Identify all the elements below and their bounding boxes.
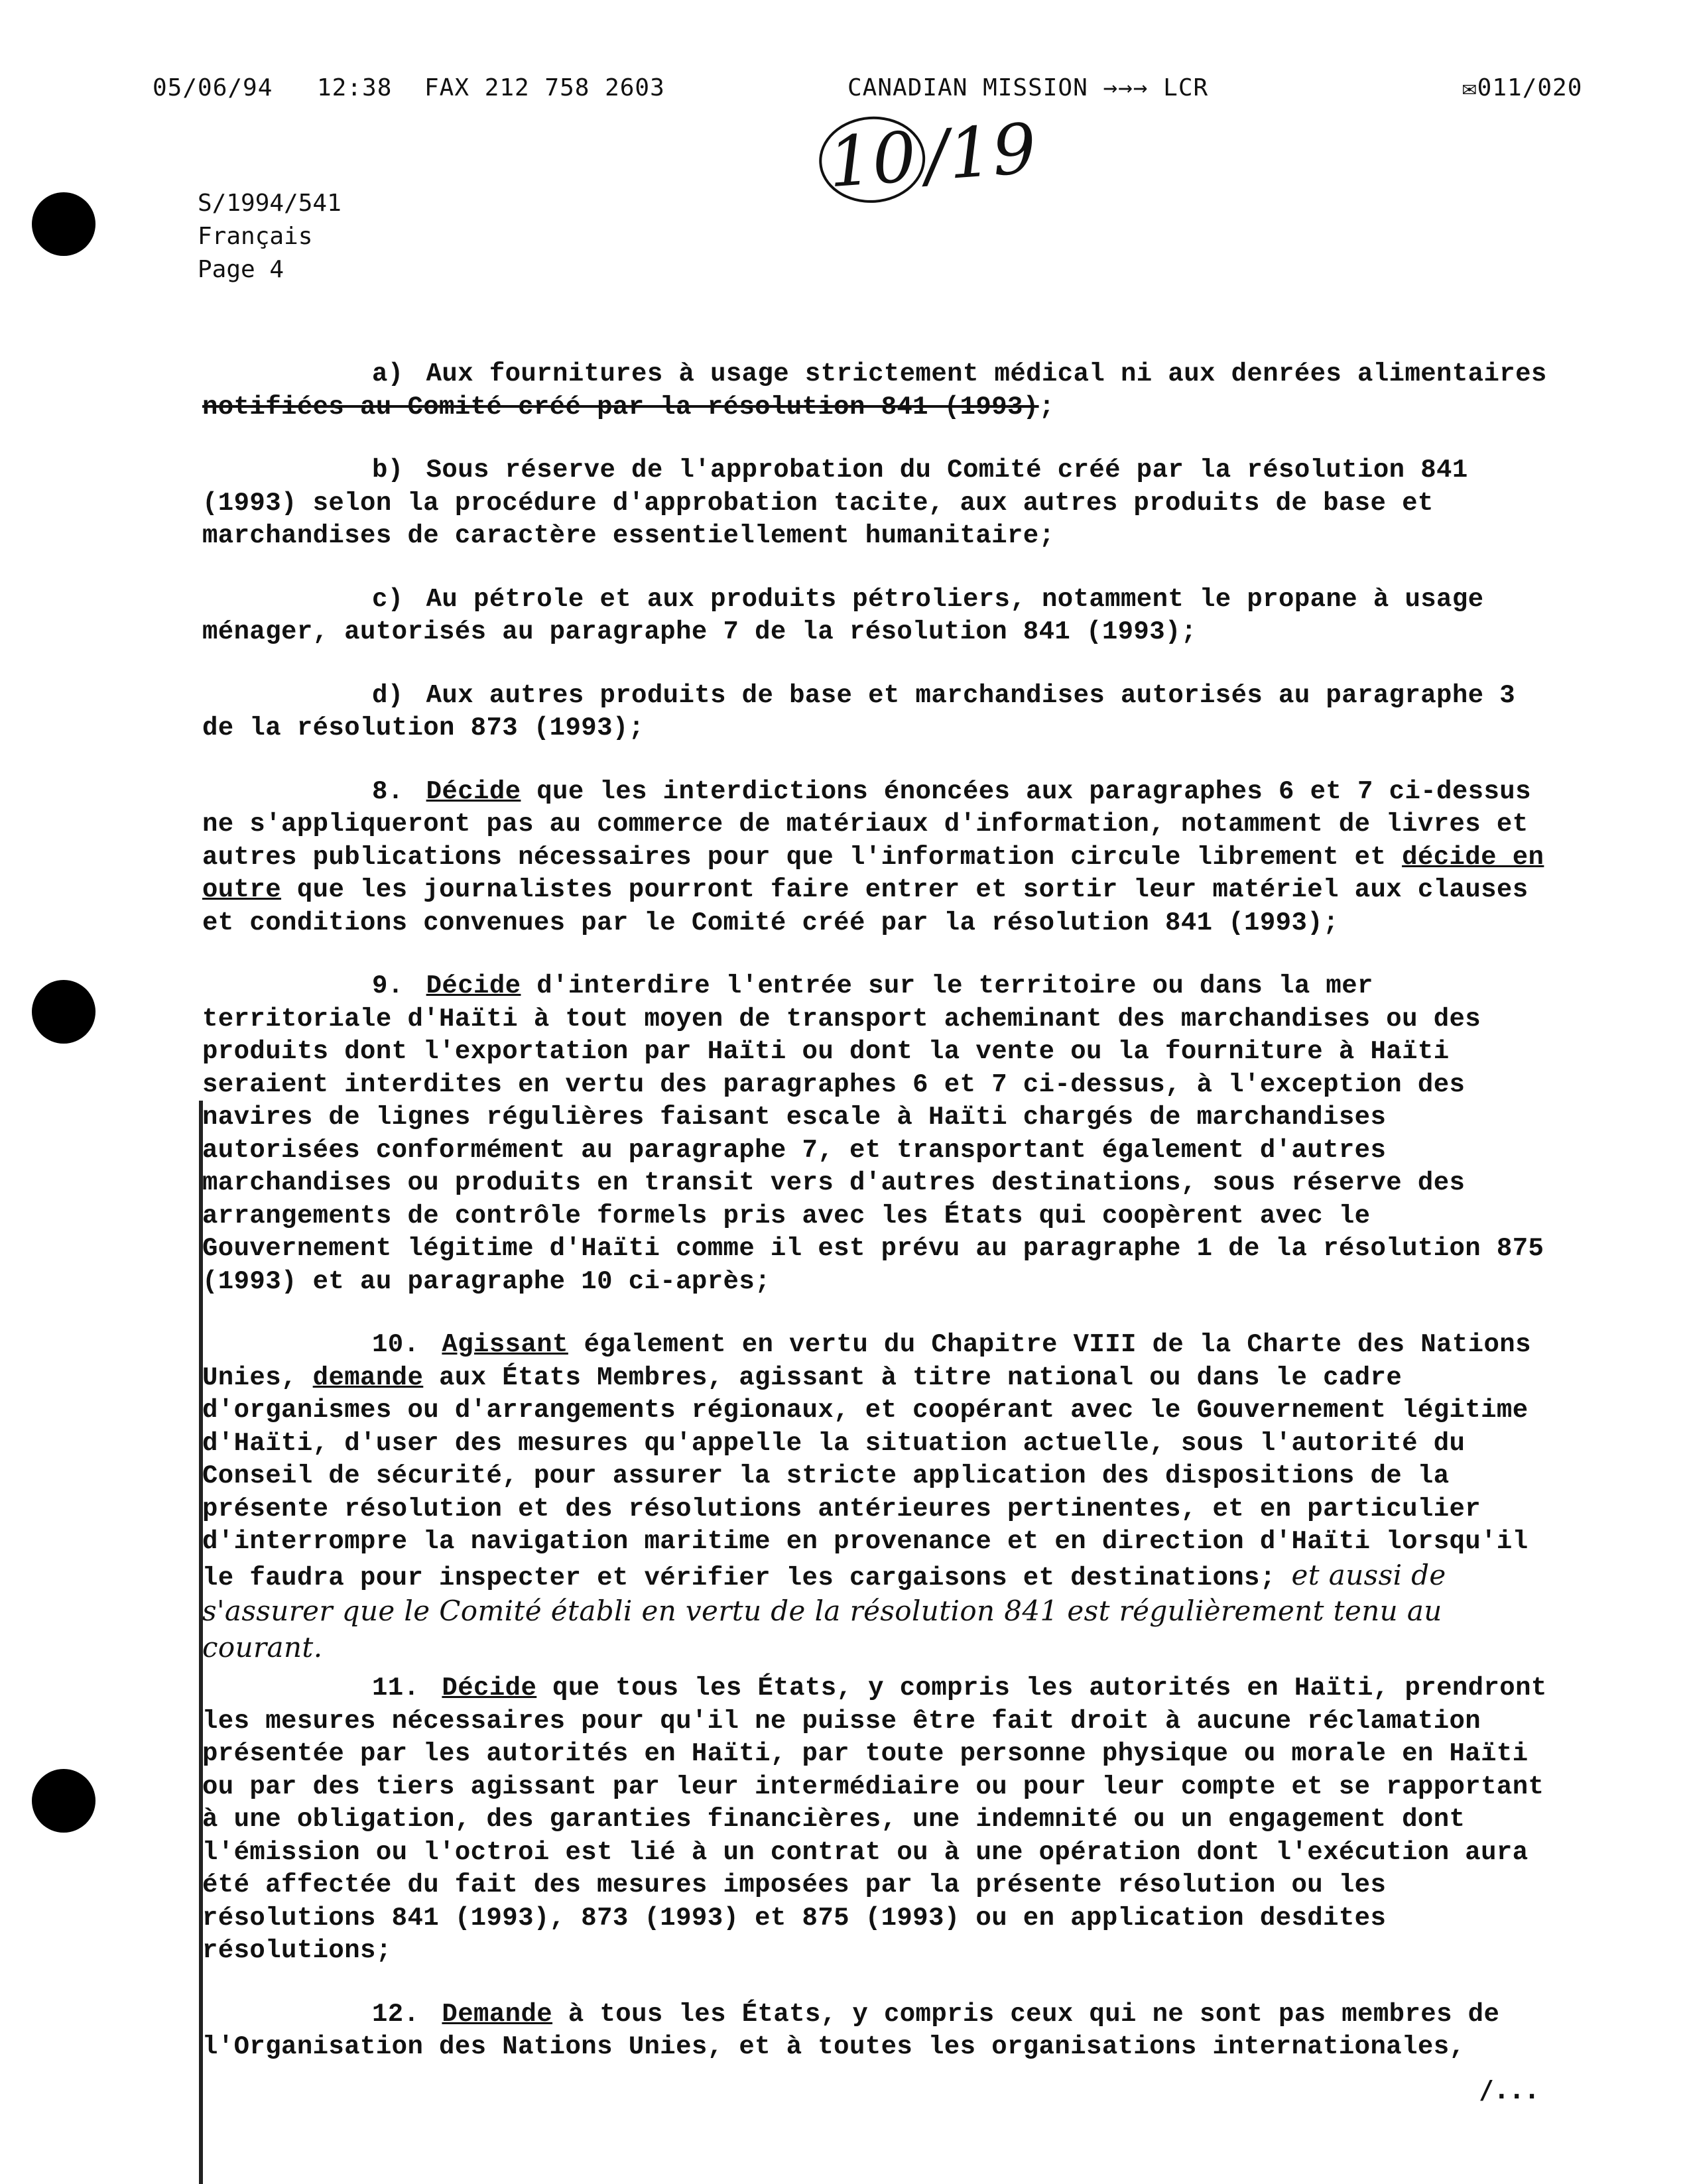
paragraph-c: [202, 583, 1548, 649]
document-symbol: S/1994/541: [198, 190, 342, 217]
punch-hole-icon: [32, 1769, 95, 1833]
paragraph-11: [202, 1672, 1548, 1968]
paragraph-number: 8.: [372, 776, 404, 806]
fax-route: CANADIAN MISSION →→→ LCR: [847, 74, 1209, 101]
paragraph-number: c): [372, 584, 404, 614]
paragraph-number: 10.: [372, 1330, 420, 1359]
operative-keyword: Agissant: [442, 1330, 568, 1359]
punch-hole-icon: [32, 192, 95, 256]
fax-time: 12:38: [317, 74, 393, 101]
paragraph-12: [202, 1998, 1548, 2064]
paragraph-number: 9.: [372, 971, 404, 1001]
paragraph-text-end: ;: [1038, 392, 1055, 422]
handwritten-page-current: 10: [816, 113, 928, 206]
handwritten-page-total: /19: [922, 107, 1039, 197]
document-language: Français: [198, 223, 313, 250]
paragraph-text: aux États Membres, agissant à titre national ou dans le cadre d'organismes ou d'arrangements régionaux, et coopérant avec le Gouvernement légitime d'Haïti, d'user des mesures qu'appelle la situation actuelle, sous l'autorité du Conseil de sécurité, pour assurer la stricte application des dispositions de la présente résolution et des résolutions antérieures pertinentes, et en particulier d'interrompre la navigation maritime en provenance et en direction d'Haïti lorsqu'il le faudra pour inspecter et vérifier les cargaisons et destinations;: [202, 1363, 1529, 1593]
fax-date: 05/06/94: [153, 74, 273, 101]
resolution-body: [202, 358, 1548, 2094]
paragraph-number: 12.: [372, 1999, 420, 2029]
paragraph-text: à tous les États, y compris ceux qui ne sont pas membres de l'Organisation des Nations Unies, et à toutes les organisations internationales,: [202, 1999, 1500, 2061]
operative-keyword: demande: [312, 1363, 424, 1392]
handwritten-page-number: [816, 105, 1039, 207]
operative-keyword: Demande: [442, 1999, 553, 2029]
paragraph-d: [202, 680, 1548, 745]
paragraph-number: a): [372, 359, 404, 389]
punch-hole-icon: [32, 980, 95, 1044]
document-reference: [198, 187, 342, 286]
paragraph-number: d): [372, 680, 404, 710]
paragraph-text: d'interdire l'entrée sur le territoire ou dans la mer territoriale d'Haïti à tout moyen de transport acheminant des marchandises ou des produits dont l'exportation par Haïti ou dont la vente ou la fourniture à Haïti seraient interdites en vertu des paragraphes 6 et 7 ci-dessus, à l'exception des navires de lignes régulières faisant escale à Haïti chargés de marchandises autorisées conformément au paragraphe 7, et transportant également d'autres marchandises ou produits en transit vers d'autres destinations, sous réserve des arrangements de contrôle formels pris avec les États qui coopèrent avec le Gouvernement légitime d'Haïti comme il est prévu au paragraphe 1 de la résolution 875 (1993) et au paragraphe 10 ci-après;: [202, 971, 1544, 1296]
paragraph-number: 11.: [372, 1673, 420, 1703]
operative-keyword: Décide: [426, 971, 521, 1001]
paragraph-10: [202, 1329, 1548, 1667]
paragraph-a: [202, 358, 1548, 424]
operative-keyword: Décide: [442, 1673, 537, 1703]
paragraph-text: que les journalistes pourront faire entrer et sortir leur matériel aux clauses et conditions convenues par le Comité créé par la résolution 841 (1993);: [202, 875, 1529, 938]
paragraph-text: que les interdictions énoncées aux paragraphes 6 et 7 ci-dessus ne s'appliqueront pas au commerce de matériaux d'information, notamment de livres et autres publications nécessaires pour que l'information circule librement et: [202, 776, 1531, 872]
fax-page-counter: ✉011/020: [1462, 74, 1583, 101]
paragraph-text: Aux autres produits de base et marchandises autorisés au paragraphe 3 de la résolution 873 (1993);: [202, 680, 1516, 743]
paragraph-8: [202, 776, 1548, 940]
operative-keyword: décide en outre: [202, 842, 1544, 904]
paragraph-text: Sous réserve de l'approbation du Comité créé par la résolution 841 (1993) selon la procédure d'approbation tacite, aux autres produits de base et marchandises de caractère essentiellement humanitaire;: [202, 455, 1468, 550]
paragraph-text: que tous les États, y compris les autorités en Haïti, prendront les mesures nécessaires pour qu'il ne puisse être fait droit à aucune réclamation présentée par les autorités en Haïti, par toute personne physique ou morale en Haïti ou par des tiers agissant par leur intermédiaire ou pour leur compte et se rapportant à une obligation, des garanties financières, une indemnité ou un engagement dont l'émission ou l'octroi est lié à un contrat ou à une opération dont l'exécution aura été affectée du fait des mesures imposées par la présente résolution ou les résolutions 841 (1993), 873 (1993) et 875 (1993) ou en application desdites résolutions;: [202, 1673, 1547, 1965]
paragraph-text: Au pétrole et aux produits pétroliers, notamment le propane à usage ménager, autorisés au paragraphe 7 de la résolution 841 (1993);: [202, 584, 1484, 646]
paragraph-b: [202, 454, 1548, 553]
paragraph-text: Aux fournitures à usage strictement médical ni aux denrées alimentaires: [426, 359, 1547, 389]
fax-number: FAX 212 758 2603: [424, 74, 665, 101]
paragraph-text: également en vertu du Chapitre VIII de la Charte des Nations Unies,: [202, 1330, 1531, 1392]
paragraph-9: [202, 970, 1548, 1298]
handwritten-insertion: et aussi de s'assurer que le Comité établi en vertu de la résolution 841 est régulièrement tenu au courant.: [202, 1558, 1446, 1664]
continued-marker: /...: [1479, 2075, 1540, 2104]
operative-keyword: Décide: [426, 776, 521, 806]
paragraph-number: b): [372, 455, 404, 485]
document-page: Page 4: [198, 256, 284, 283]
struck-text: notifiées au Comité créé par la résolution 841 (1993): [202, 392, 1039, 422]
